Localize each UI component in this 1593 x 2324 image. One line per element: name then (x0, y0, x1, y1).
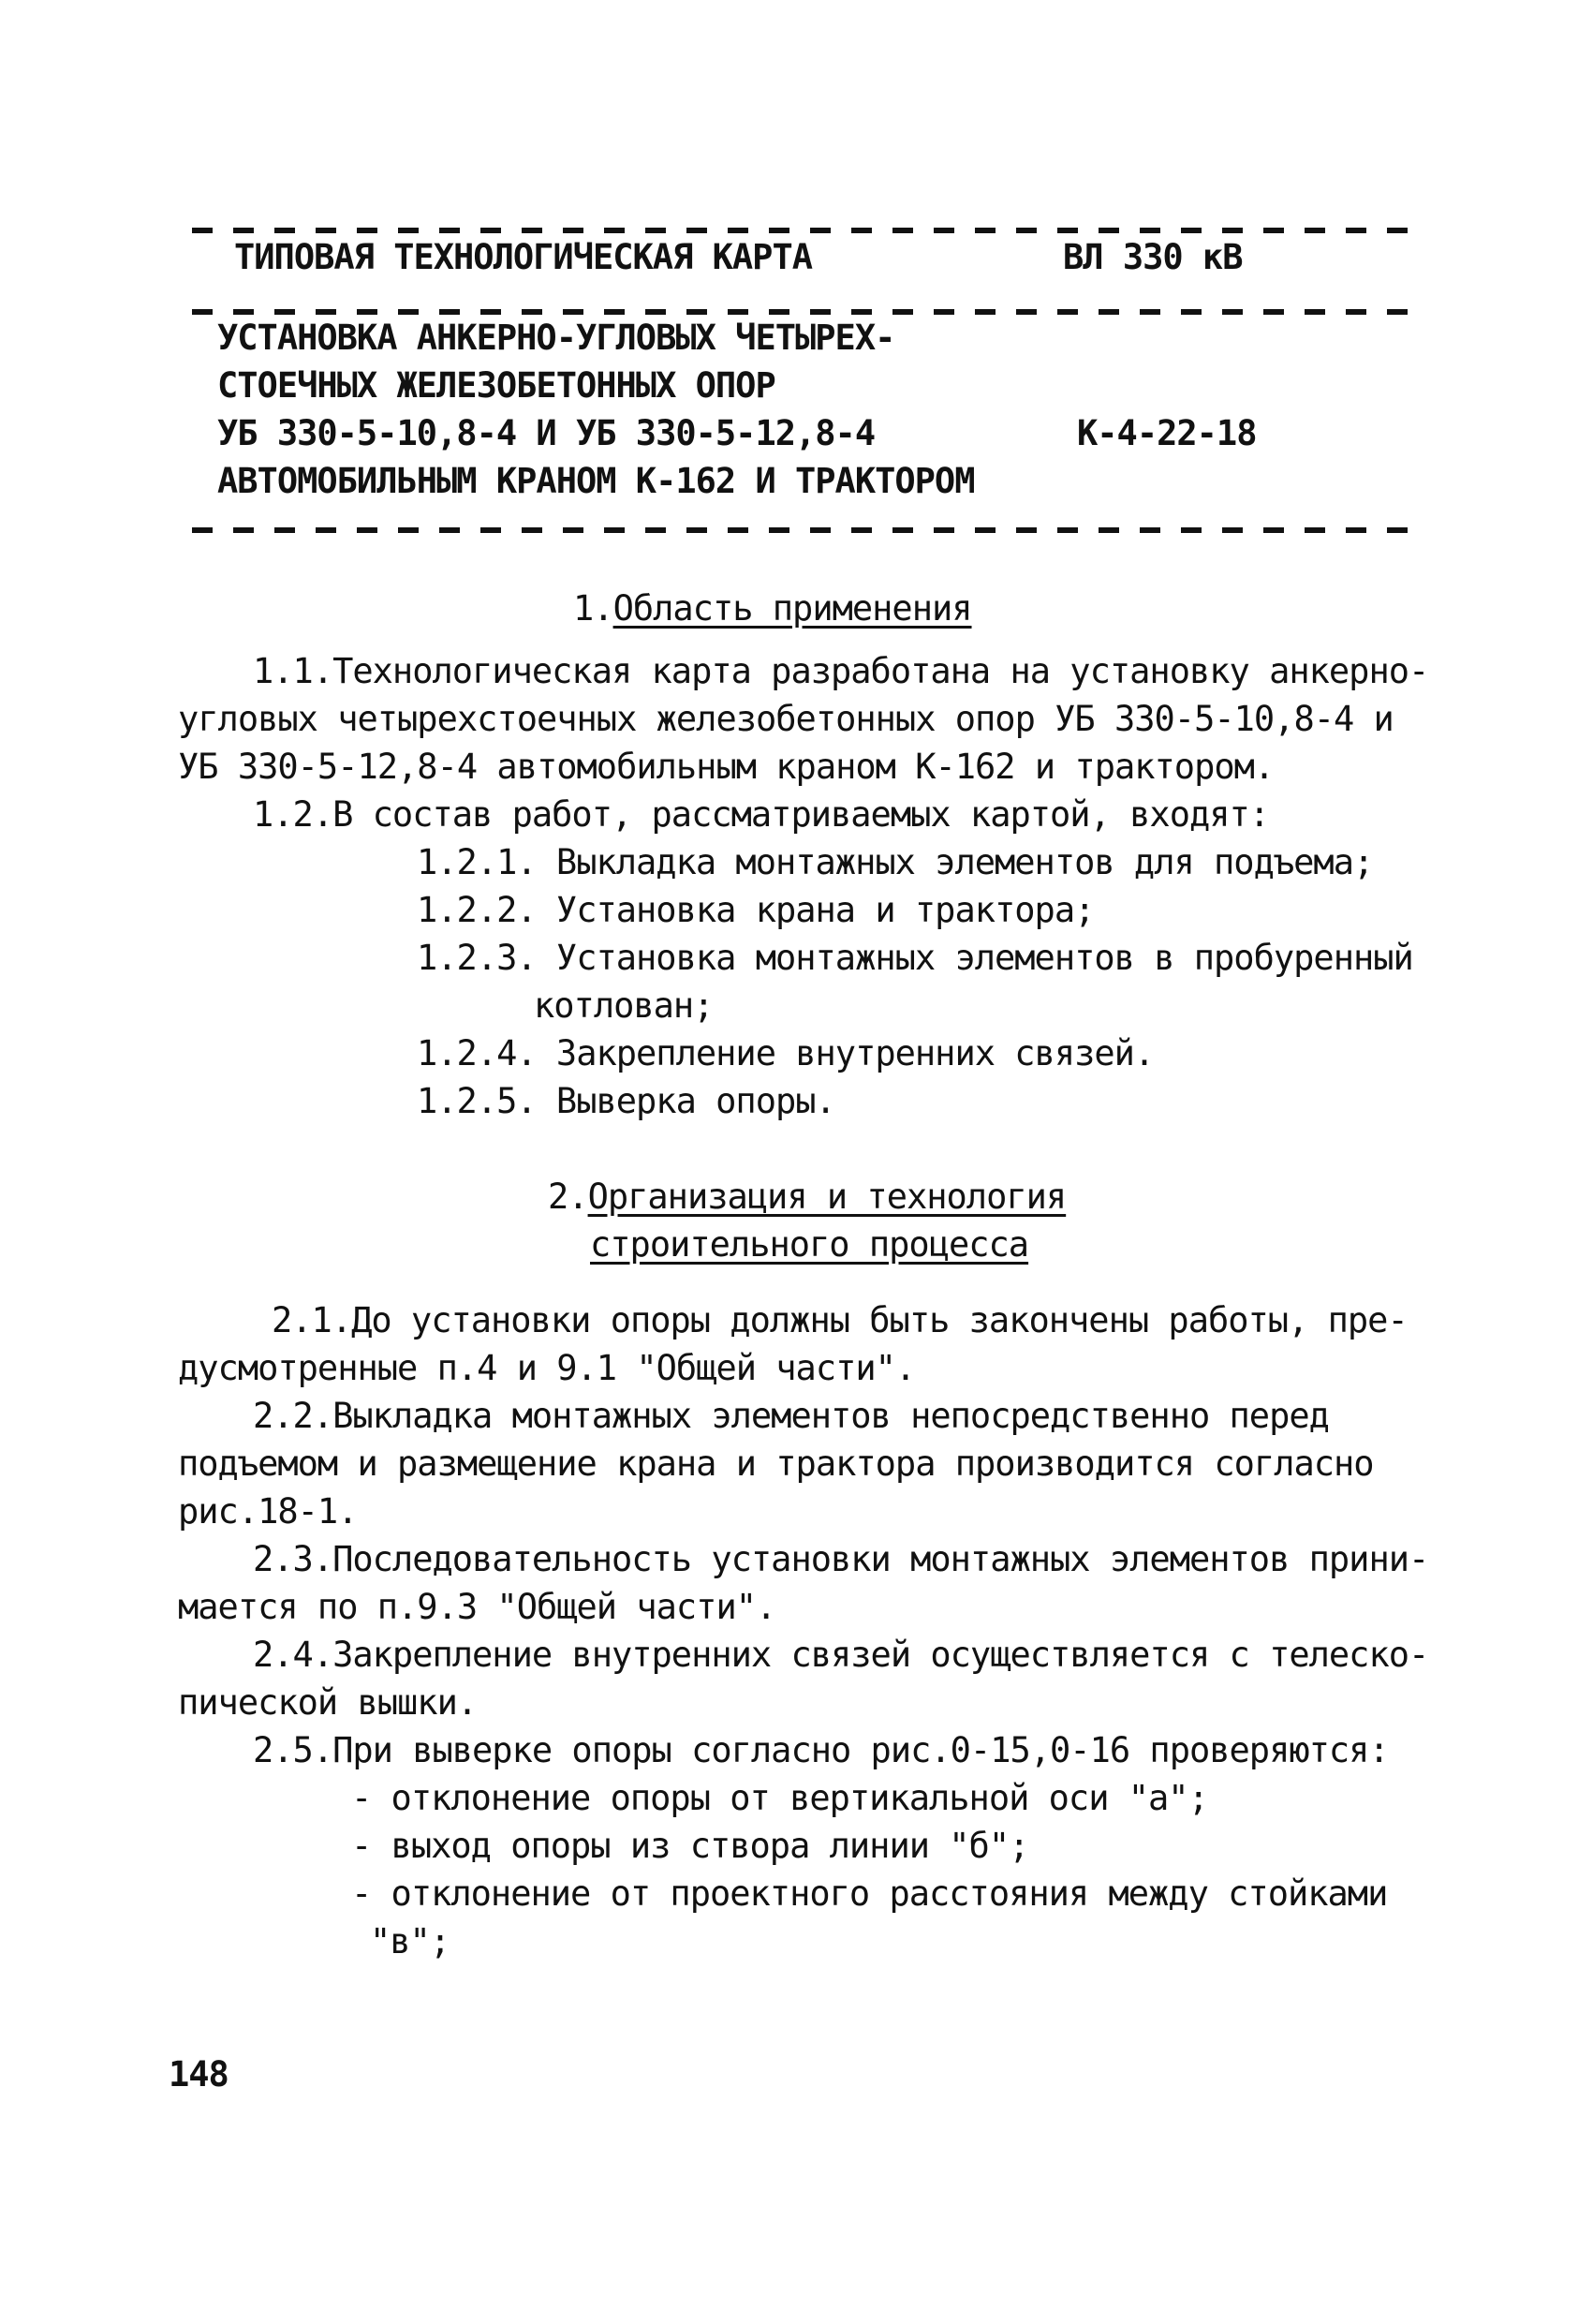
section-1-heading (573, 587, 972, 630)
paragraph-2-2-line-2: подъемом и размещение крана и трактора производится согласно (178, 1443, 1374, 1484)
bullet-item-3-cont: "в"; (370, 1921, 450, 1961)
paragraph-2-5-intro: 2.5.При выверке опоры согласно рис.0-15,0-16 проверяются: (253, 1730, 1389, 1770)
header-divider-middle (192, 309, 1409, 315)
bullet-item-3: - отклонение от проектного расстояния между стойками (351, 1873, 1388, 1914)
paragraph-2-3-line-1: 2.3.Последовательность установки монтажных элементов прини- (253, 1539, 1429, 1579)
list-item-1-2-3: 1.2.3. Установка монтажных элементов в пробуренный (417, 938, 1413, 978)
header-divider-bottom (192, 527, 1409, 533)
header-doc-type: ТИПОВАЯ ТЕХНОЛОГИЧЕСКАЯ КАРТА (234, 237, 813, 277)
paragraph-2-4-line-2: пической вышки. (178, 1682, 478, 1723)
section-2-title-line-2: строительного процесса (590, 1224, 1029, 1265)
paragraph-2-4-line-1: 2.4.Закрепление внутренних связей осуществляется с телеско- (253, 1635, 1429, 1675)
paragraph-1-1-line-1: 1.1.Технологическая карта разработана на установку анкерно- (253, 651, 1429, 691)
paragraph-2-1-line-1: 2.1.До установки опоры должны быть закончены работы, пре- (272, 1300, 1408, 1340)
header-title-line-1: УСТАНОВКА АНКЕРНО-УГЛОВЫХ ЧЕТЫРЕХ- (217, 318, 895, 358)
section-1-number: 1. (573, 588, 613, 629)
bullet-item-1: - отклонение опоры от вертикальной оси "а"; (351, 1778, 1208, 1818)
header-title-line-2: СТОЕЧНЫХ ЖЕЛЕЗОБЕТОННЫХ ОПОР (217, 365, 775, 406)
header-divider-top (192, 228, 1409, 233)
paragraph-2-3-line-2: мается по п.9.3 "Общей части". (178, 1587, 776, 1627)
list-item-1-2-1: 1.2.1. Выкладка монтажных элементов для подъема; (417, 842, 1374, 882)
section-2-title-line-1: Организация и технология (587, 1177, 1067, 1217)
header-voltage: ВЛ 330 кВ (1063, 237, 1243, 277)
page-number: 148 (169, 2054, 229, 2095)
header-title-line-3: УБ 330-5-10,8-4 И УБ 330-5-12,8-4 (217, 413, 876, 453)
section-2-number: 2. (548, 1177, 588, 1217)
paragraph-1-1-line-3: УБ 330-5-12,8-4 автомобильным краном К-162 и трактором. (178, 747, 1275, 787)
section-2-heading-line-1 (548, 1176, 1066, 1219)
list-item-1-2-2: 1.2.2. Установка крана и трактора; (417, 890, 1095, 930)
paragraph-1-2-intro: 1.2.В состав работ, рассматриваемых картой, входят: (253, 794, 1270, 835)
header-title-line-4: АВТОМОБИЛЬНЫМ КРАНОМ К-162 И ТРАКТОРОМ (217, 461, 975, 501)
section-1-title: Область применения (612, 588, 972, 629)
paragraph-2-1-line-2: дусмотренные п.4 и 9.1 "Общей части". (178, 1348, 916, 1388)
paragraph-1-1-line-2: угловых четырехстоечных железобетонных опор УБ 330-5-10,8-4 и (178, 699, 1394, 739)
paragraph-2-2-line-1: 2.2.Выкладка монтажных элементов непосредственно перед (253, 1396, 1329, 1436)
paragraph-2-2-line-3: рис.18-1. (178, 1491, 358, 1532)
header-card-code: К-4-22-18 (1077, 413, 1257, 453)
bullet-item-2: - выход опоры из створа линии "б"; (351, 1826, 1029, 1866)
list-item-1-2-5: 1.2.5. Выверка опоры. (417, 1081, 835, 1121)
list-item-1-2-3-cont: котлован; (534, 985, 714, 1026)
list-item-1-2-4: 1.2.4. Закрепление внутренних связей. (417, 1033, 1155, 1073)
